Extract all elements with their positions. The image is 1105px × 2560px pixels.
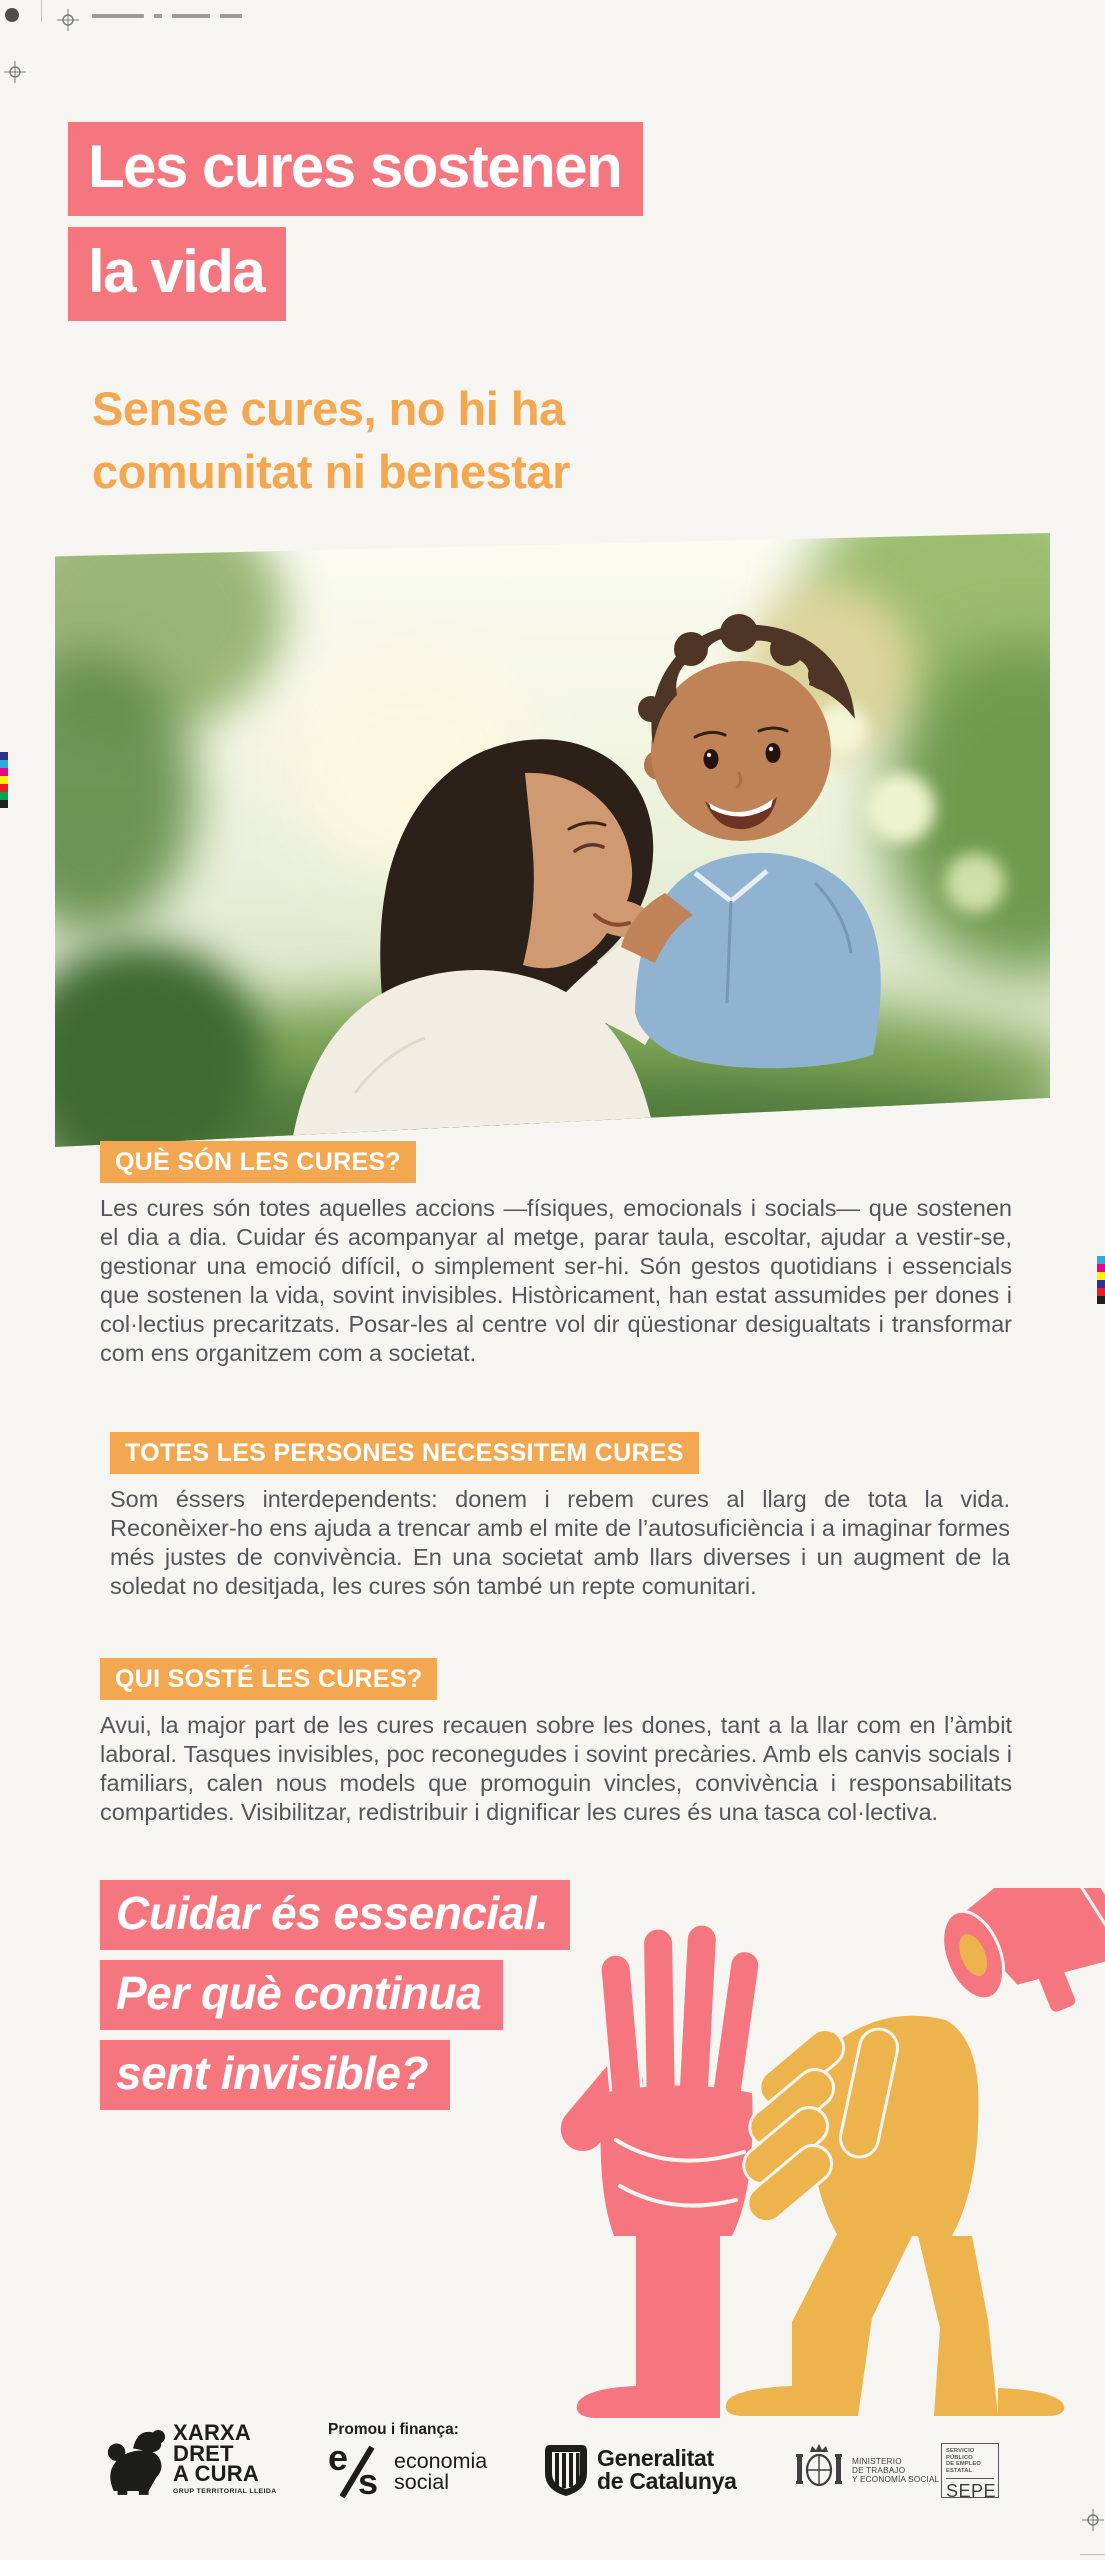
promoter-label: Promou i finança: [328,2421,459,2438]
ministerio-line-3: Y ECONOMÍA SOCIAL [852,2474,940,2484]
registration-mark-icon [56,8,80,32]
section-body: Avui, la major part de les cures recauen sobre les dones, tant a la llar com en l’àmbit laboral. Tasques invisibles, poc reconegudes i sovint precàries. Amb els canvis socials i familiars, calen nous models que promoguin vincles, convivència i responsabilitats compartides. Visibilitzar, redistribuir i dignificar les cures és una tasca col·lectiva. [100,1712,1012,1825]
xarxa-line-3: A CURA [173,2461,259,2486]
print-file-info-strip [92,14,242,18]
section-heading: QUÈ SÓN LES CURES? [100,1141,416,1183]
print-color-dot [5,8,19,22]
generalitat-line-1: Generalitat [597,2445,714,2471]
subtitle-line-2: comunitat ni benestar [92,444,570,498]
poster-title [68,122,643,321]
logo-ministerio [852,2458,939,2484]
sepe-divider [946,2478,994,2479]
ministerio-line-2: DE TRABAJO [852,2465,906,2475]
title-line-2: la vida [68,227,286,321]
footer-logos [0,2415,1105,2545]
economia-social-line-2: social [394,2470,449,2494]
generalitat-shield-icon [543,2443,589,2497]
logo-xarxa-dret-a-cura [104,2420,277,2497]
question-line-1: Cuidar és essencial. [100,1880,570,1950]
print-trim-line [1080,2554,1105,2555]
logo-generalitat [597,2447,737,2492]
section-body: Les cures són totes aquelles accions —físiques, emocionals i socials— que sostenen el dia a dia. Cuidar és acompanyar al metge, parar taula, escoltar, ajudar a vestir-se, gestionar una emoció difícil, o simplement ser-hi. Són gestos quotidians i essencials que sostenen la vida, sovint invisibles. Històricament, han estat assumides per dones i col·lectius precaritzats. Posar-les al centre vol dir qüestionar desigualtats i transformar com ens organitzem com a societat. [100,1195,1012,1366]
poster-subtitle [92,378,570,503]
registration-mark-icon [3,60,27,84]
xarxa-figures-icon [104,2423,166,2497]
section-body: Som éssers interdependents: donem i rebem cures al llarg de tota la vida. Reconèixer-ho ens ajuda a trencar amb el mite de l’autosuficiència i a imaginar formes més justes de convivència. En una societat amb llars diverses i un augment de la soledat no desitjada, les cures són també un repte comunitari. [110,1486,1010,1599]
economia-social-line-1: economia [394,2449,488,2473]
sepe-line-2: DE EMPLEO ESTATAL [946,2461,982,2474]
logo-economia-social [394,2451,487,2493]
xarxa-line-1: XARXA [173,2420,252,2445]
ministerio-line-1: MINISTERIO [852,2457,902,2466]
subtitle-line-1: Sense cures, no hi ha [92,382,565,435]
ministerio-coat-of-arms-icon [795,2442,843,2494]
closing-question [100,1880,570,2110]
logo-sepe [941,2443,999,2502]
section-everyone-needs-cures [110,1432,1010,1601]
print-divider-line [41,0,42,22]
title-line-1: Les cures sostenen [68,122,643,216]
color-calibration-bar-left [0,752,8,808]
xarxa-line-2: DRET [173,2440,234,2466]
sepe-name: SEPE [946,2481,997,2502]
question-line-2: Per què continua [100,1960,503,2030]
question-line-3: sent invisible? [100,2040,450,2110]
section-heading: QUI SOSTÉ LES CURES? [100,1658,437,1700]
photo-woman-and-child [55,533,1050,1147]
color-calibration-bar-right [1097,1256,1105,1304]
section-who-sustains-cures [100,1658,1012,1827]
generalitat-line-2: de Catalunya [597,2467,737,2494]
economia-social-icon: e s [328,2437,379,2502]
xarxa-subtitle: GRUP TERRITORIAL LLEIDA [173,2487,277,2495]
section-what-are-cures [100,1141,1012,1368]
section-heading: TOTES LES PERSONES NECESSITEM CURES [110,1432,699,1474]
photo-figures-illustration [55,533,1050,1147]
sepe-line-1: SERVICIO PÚBLICO [946,2448,975,2461]
hands-megaphone-illustration [520,1888,1105,2433]
